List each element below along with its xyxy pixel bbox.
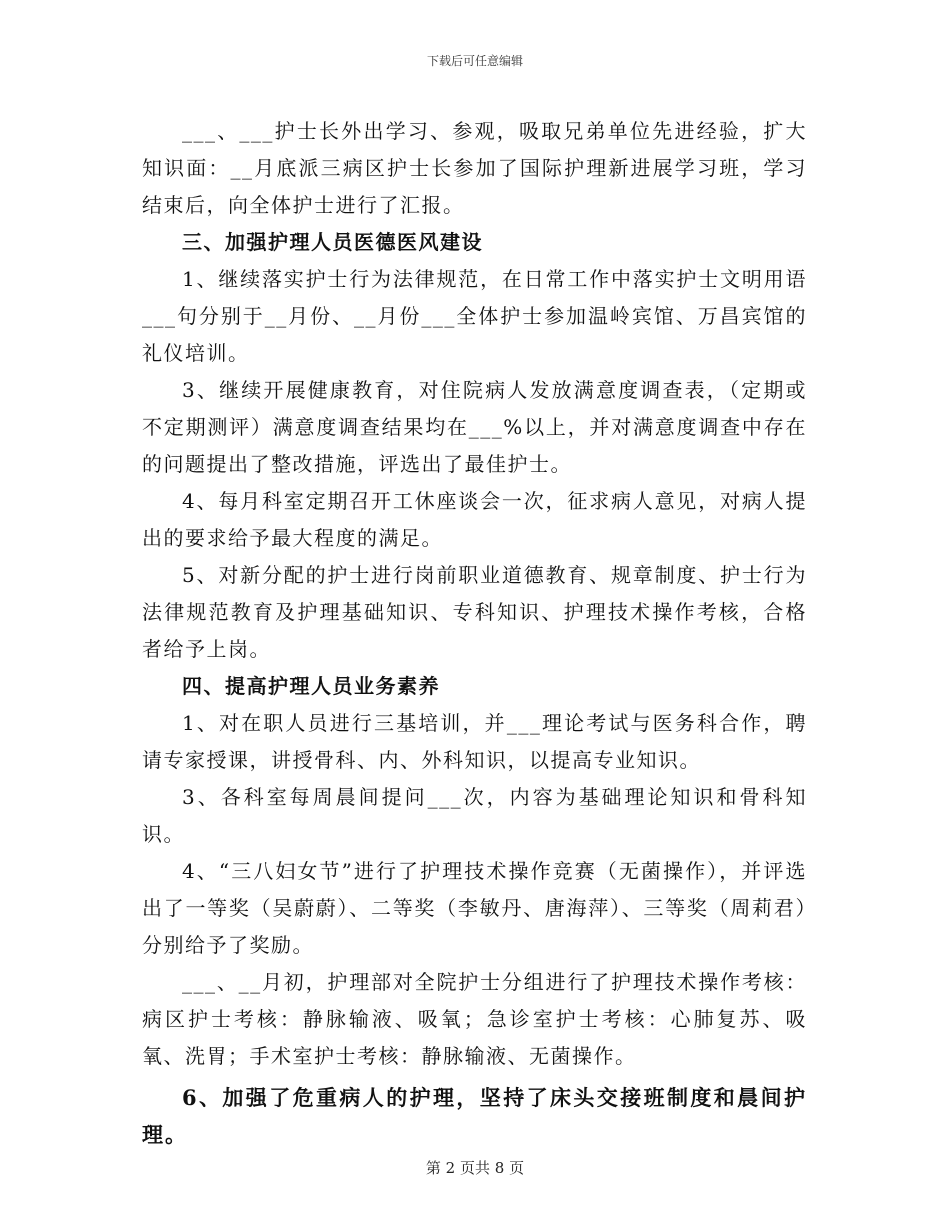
paragraph-ethics-5: 5、对新分配的护士进行岗前职业道德教育、规章制度、护士行为法律规范教育及护理基础知识、专科知识、护理技术操作考核，合格者给予上岗。 (142, 563, 807, 661)
section-heading-critical-care: 6、加强了危重病人的护理，坚持了床头交接班制度和晨间护理。 (142, 1085, 807, 1147)
paragraph-ethics-4: 4、每月科室定期召开工休座谈会一次，征求病人意见，对病人提出的要求给予最大程度的满足。 (142, 489, 807, 550)
page-header: 下载后可任意编辑 (426, 54, 523, 68)
document-body (142, 113, 807, 1153)
paragraph-ethics-3: 3、继续开展健康教育，对住院病人发放满意度调查表，（定期或不定期测评）满意度调查结果均在___%以上，并对满意度调查中存在的问题提出了整改措施，评选出了最佳护士。 (142, 378, 807, 476)
paragraph-skills-3: 3、各科室每周晨间提问___次，内容为基础理论知识和骨科知识。 (142, 785, 807, 846)
section-heading-skills: 四、提高护理人员业务素养 (182, 674, 440, 698)
paragraph-study-visit: ___、___护士长外出学习、参观，吸取兄弟单位先进经验，扩大知识面：__月底派三病区护士长参加了国际护理新进展学习班，学习结束后，向全体护士进行了汇报。 (142, 119, 807, 217)
page-footer: 第 2 页共 8 页 (425, 1159, 525, 1177)
paragraph-skills-1: 1、对在职人员进行三基培训，并___理论考试与医务科合作，聘请专家授课，讲授骨科、内、外科知识，以提高专业知识。 (142, 711, 807, 772)
paragraph-skills-assessment: ___、__月初，护理部对全院护士分组进行了护理技术操作考核：病区护士考核：静脉输液、吸氧；急诊室护士考核：心肺复苏、吸氧、洗胃；手术室护士考核：静脉输液、无菌操作。 (142, 970, 807, 1068)
paragraph-skills-4: 4、“三八妇女节”进行了护理技术操作竞赛（无菌操作），并评选出了一等奖（吴蔚蔚）、二等奖（李敏丹、唐海萍）、三等奖（周莉君）分别给予了奖励。 (142, 859, 807, 957)
paragraph-ethics-1: 1、继续落实护士行为法律规范，在日常工作中落实护士文明用语___句分别于__月份、__月份___全体护士参加温岭宾馆、万昌宾馆的礼仪培训。 (142, 267, 807, 365)
section-heading-ethics: 三、加强护理人员医德医风建设 (182, 230, 483, 254)
